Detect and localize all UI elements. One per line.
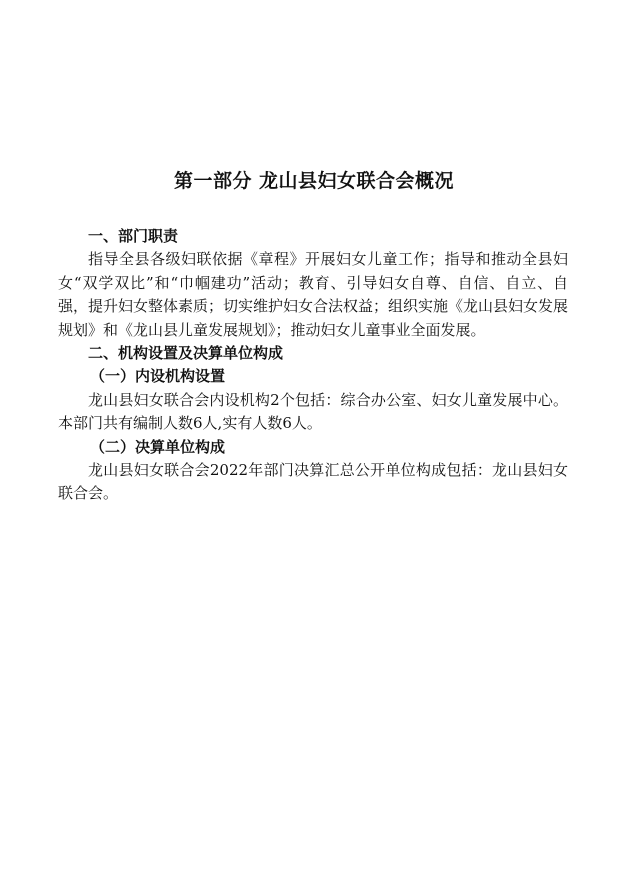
section-heading-department-duties: 一、部门职责 (88, 227, 179, 245)
section-heading-organization: 二、机构设置及决算单位构成 (88, 344, 284, 363)
department-duties-paragraph: 指导全县各级妇联依据《章程》开展妇女儿童工作；指导和推动全县妇女“双学双比”和“巾帼建功”活动；教育、引导妇女自尊、自信、自立、自强，提升妇女整体素质；切实维护妇女合法权益；组织实施《龙山县妇女发展规划》和《龙山县儿童发展规划》；推动妇女儿童事业全面发展。 (58, 250, 569, 339)
subsection-heading-accounting-units: （二）决算单位构成 (90, 437, 226, 456)
document-body (58, 225, 568, 506)
subsection-heading-internal-institutions: （一）内设机构设置 (90, 367, 226, 386)
internal-institutions-paragraph: 龙山县妇女联合会内设机构2个包括：综合办公室、妇女儿童发展中心。本部门共有编制人数6人,实有人数6人。 (58, 390, 568, 433)
accounting-units-paragraph: 龙山县妇女联合会2022年部门决算汇总公开单位构成包括：龙山县妇女联合会。 (58, 461, 568, 503)
document-title: 第一部分 龙山县妇女联合会概况 (173, 170, 455, 192)
